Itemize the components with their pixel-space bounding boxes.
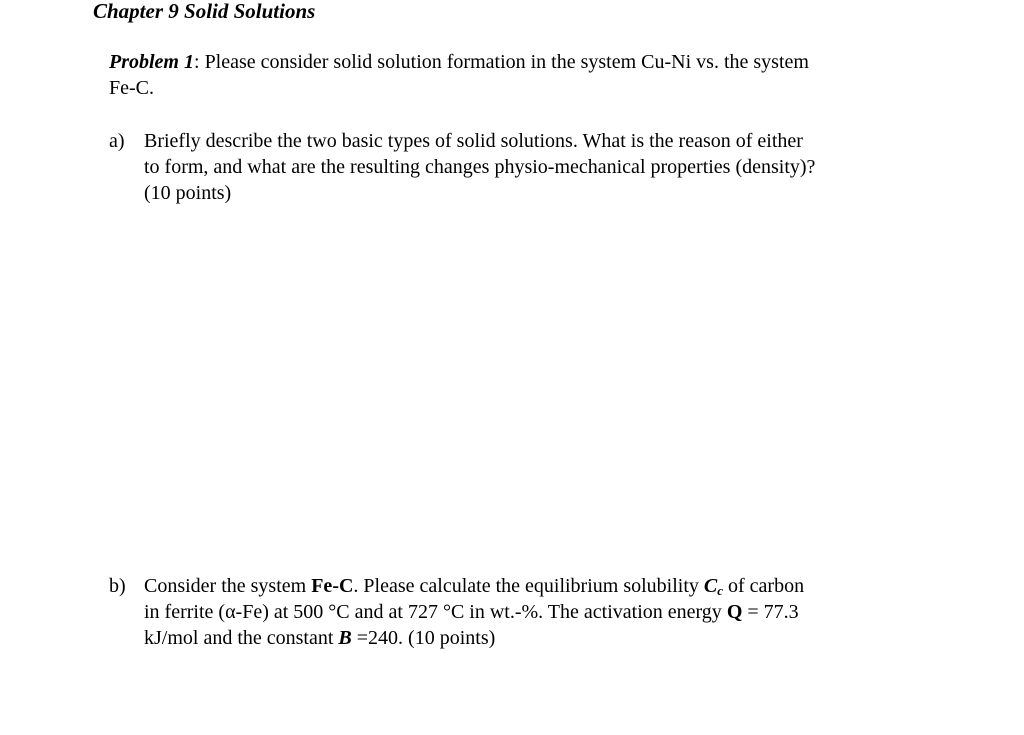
problem-separator: : bbox=[194, 51, 200, 73]
part-a-line2: to form, and what are the resulting changes physio-mechanical properties (density)? bbox=[144, 156, 816, 178]
problem-text-line1: Please consider solid solution formation in the system Cu-Ni vs. the system bbox=[199, 51, 809, 73]
problem-label: Problem 1 bbox=[109, 51, 194, 73]
part-a-marker: a) bbox=[109, 130, 125, 152]
part-b bbox=[109, 573, 899, 651]
part-a bbox=[109, 128, 899, 206]
problem-text-line2: Fe-C. bbox=[109, 77, 154, 99]
part-a-line3: (10 points) bbox=[144, 182, 232, 204]
part-b-text bbox=[144, 573, 899, 651]
part-a-text bbox=[144, 128, 899, 206]
var-q: Q bbox=[726, 601, 743, 623]
part-b-seg5: kJ/mol and the constant bbox=[144, 627, 339, 649]
part-b-marker: b) bbox=[109, 575, 126, 597]
var-b: B bbox=[338, 627, 352, 649]
part-b-seg6: =240. (10 points) bbox=[351, 627, 496, 649]
part-b-line2: in ferrite (α-Fe) at 500 °C and at 727 °C in wt.-%. The activation energy bbox=[144, 601, 727, 623]
chapter-heading: Chapter 9 Solid Solutions bbox=[93, 0, 316, 23]
part-b-seg3: of carbon bbox=[723, 575, 805, 597]
part-b-seg1: Consider the system bbox=[144, 575, 312, 597]
problem-statement bbox=[109, 49, 909, 101]
part-b-seg2: . Please calculate the equilibrium solubility bbox=[353, 575, 704, 597]
part-a-line1: Briefly describe the two basic types of solid solutions. What is the reason of either bbox=[144, 130, 803, 152]
part-b-system: Fe-C bbox=[311, 575, 354, 597]
part-b-seg4: = 77.3 bbox=[742, 601, 799, 623]
var-c-subscript: c bbox=[717, 583, 724, 598]
var-c: C bbox=[703, 575, 718, 597]
